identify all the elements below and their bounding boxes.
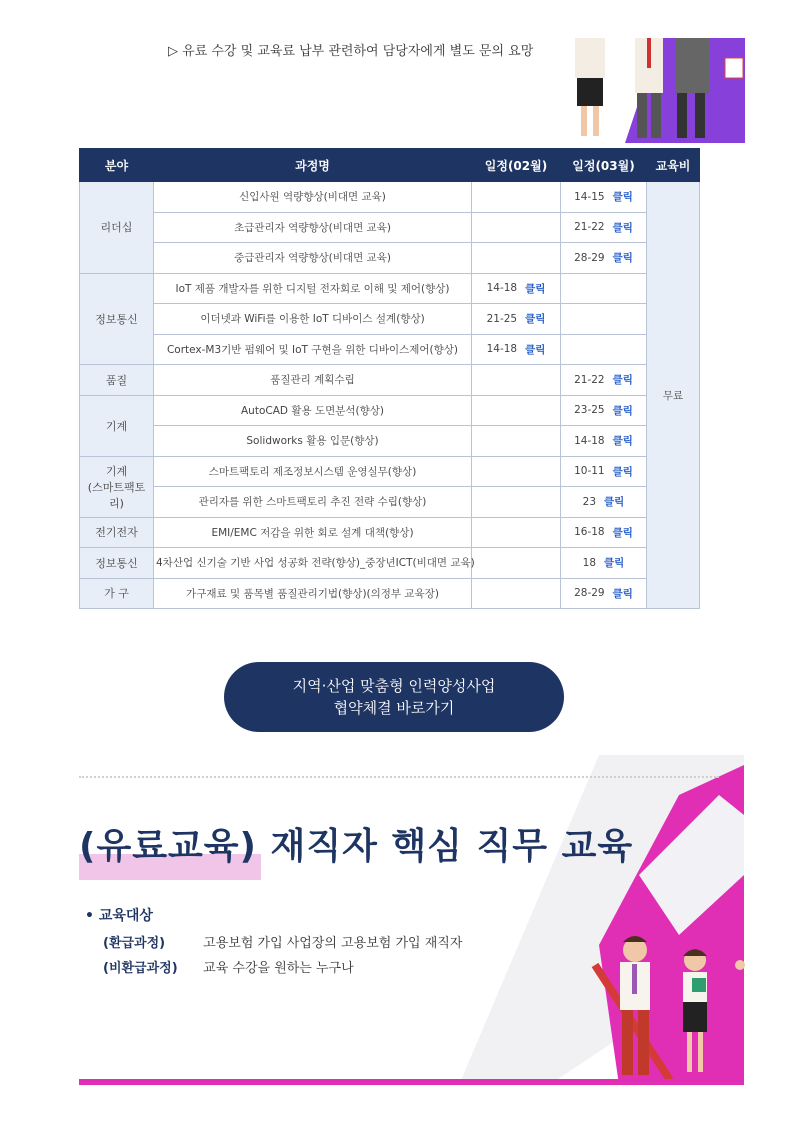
- category-cell: 정보통신: [80, 273, 154, 365]
- course-name-cell: 신입사원 역량향상(비대면 교육): [154, 182, 472, 213]
- apply-click-link[interactable]: 클릭: [612, 587, 633, 600]
- schedule-dates: 23: [582, 495, 597, 508]
- course-name-cell: 스마트팩토리 제조정보시스템 운영실무(향상): [154, 456, 472, 487]
- apply-click-link[interactable]: 클릭: [612, 374, 633, 387]
- mar-schedule-cell: [561, 578, 647, 609]
- bottom-accent-bar: [79, 1079, 699, 1085]
- table-row: [80, 243, 700, 274]
- table-row: [80, 212, 700, 243]
- cta-line2: 협약체결 바로가기: [333, 699, 455, 717]
- schedule-dates: 21-25: [486, 312, 518, 325]
- feb-schedule-cell: [472, 273, 561, 304]
- schedule-dates: 21-22: [574, 221, 605, 234]
- table-row: [80, 517, 700, 548]
- table-row: [80, 365, 700, 396]
- feb-schedule-cell: [472, 182, 561, 213]
- header-mar: 일정(03월): [561, 149, 647, 182]
- category-cell: 전기전자: [80, 517, 154, 548]
- agreement-shortcut-button[interactable]: [224, 662, 564, 732]
- cta-line1: 지역·산업 맞춤형 인력양성사업: [292, 677, 496, 695]
- table-row: [80, 487, 700, 518]
- table-row: [80, 182, 700, 213]
- course-name-cell: 4차산업 신기술 기반 사업 성공화 전략(향상)_중장년ICT(비대면 교육): [154, 548, 472, 579]
- table-row: [80, 334, 700, 365]
- feb-schedule-cell: [472, 517, 561, 548]
- mar-schedule-cell: [561, 365, 647, 396]
- schedule-dates: 10-11: [574, 465, 605, 478]
- apply-click-link[interactable]: 클릭: [612, 191, 633, 204]
- payment-notice: ▷ 유료 수강 및 교육료 납부 관련하여 담당자에게 별도 문의 요망: [168, 44, 534, 59]
- course-name-cell: 품질관리 계획수립: [154, 365, 472, 396]
- schedule-dates: 14-18: [486, 282, 518, 295]
- course-schedule-table: [79, 148, 700, 609]
- course-name-cell: Cortex-M3기반 펌웨어 및 IoT 구현을 위한 디바이스제어(향상): [154, 334, 472, 365]
- refund-course-row: [103, 932, 462, 951]
- course-name-cell: 중급관리자 역량향상(비대면 교육): [154, 243, 472, 274]
- apply-click-link[interactable]: 클릭: [612, 221, 633, 234]
- mar-schedule-cell: [561, 243, 647, 274]
- header-field: 분야: [80, 149, 154, 182]
- table-row: [80, 548, 700, 579]
- mar-schedule-cell: [561, 273, 647, 304]
- table-row: [80, 395, 700, 426]
- mar-schedule-cell: [561, 487, 647, 518]
- refund-value: 고용보험 가입 사업장의 고용보험 가입 재직자: [203, 936, 463, 951]
- schedule-dates: 23-25: [574, 404, 605, 417]
- apply-click-link[interactable]: 클릭: [612, 435, 633, 448]
- dotted-divider: [79, 776, 719, 778]
- people-illustration-top: [565, 38, 745, 143]
- schedule-dates: 18: [582, 556, 597, 569]
- mar-schedule-cell: [561, 304, 647, 335]
- mar-schedule-cell: [561, 426, 647, 457]
- feb-schedule-cell: [472, 578, 561, 609]
- table-row: [80, 304, 700, 335]
- category-cell: 품질: [80, 365, 154, 396]
- header-feb: 일정(02월): [472, 149, 561, 182]
- feb-schedule-cell: [472, 456, 561, 487]
- apply-click-link[interactable]: 클릭: [612, 252, 633, 265]
- schedule-dates: 28-29: [574, 587, 605, 600]
- table-row: [80, 456, 700, 487]
- course-name-cell: 관리자를 위한 스마트팩토리 추진 전략 수립(향상): [154, 487, 472, 518]
- nonrefund-course-row: [103, 957, 354, 976]
- course-name-cell: EMI/EMC 저감을 위한 회로 설계 대책(향상): [154, 517, 472, 548]
- mar-schedule-cell: [561, 548, 647, 579]
- course-name-cell: 이더넷과 WiFi를 이용한 IoT 디바이스 설계(향상): [154, 304, 472, 335]
- apply-click-link[interactable]: 클릭: [612, 404, 633, 417]
- apply-click-link[interactable]: 클릭: [604, 557, 625, 570]
- schedule-dates: 14-18: [574, 434, 605, 447]
- refund-key: (환급과정): [103, 936, 166, 951]
- category-cell: 기계 (스마트팩토리): [80, 456, 154, 517]
- feb-schedule-cell: [472, 304, 561, 335]
- section-title: (유료교육) 재직자 핵심 직무 교육: [79, 826, 634, 867]
- mar-schedule-cell: [561, 395, 647, 426]
- apply-click-link[interactable]: 클릭: [525, 313, 546, 326]
- nonrefund-key: (비환급과정): [103, 961, 178, 976]
- mar-schedule-cell: [561, 334, 647, 365]
- schedule-dates: 14-15: [574, 190, 605, 203]
- target-heading: • 교육대상: [85, 908, 153, 924]
- schedule-dates: 21-22: [574, 373, 605, 386]
- category-cell: 가 구: [80, 578, 154, 609]
- course-name-cell: 가구재료 및 품목별 품질관리기법(향상)(의정부 교육장): [154, 578, 472, 609]
- header-fee: 교육비: [647, 149, 700, 182]
- category-cell: 정보통신: [80, 548, 154, 579]
- category-cell: 리더십: [80, 182, 154, 274]
- mar-schedule-cell: [561, 517, 647, 548]
- feb-schedule-cell: [472, 426, 561, 457]
- feb-schedule-cell: [472, 334, 561, 365]
- mar-schedule-cell: [561, 212, 647, 243]
- apply-click-link[interactable]: 클릭: [525, 282, 546, 295]
- course-name-cell: Solidworks 활용 입문(향상): [154, 426, 472, 457]
- table-row: [80, 578, 700, 609]
- mar-schedule-cell: [561, 182, 647, 213]
- schedule-dates: 14-18: [486, 343, 518, 356]
- apply-click-link[interactable]: 클릭: [604, 496, 625, 509]
- apply-click-link[interactable]: 클릭: [525, 343, 546, 356]
- feb-schedule-cell: [472, 243, 561, 274]
- feb-schedule-cell: [472, 487, 561, 518]
- header-course: 과정명: [154, 149, 472, 182]
- nonrefund-value: 교육 수강을 원하는 누구나: [203, 961, 354, 976]
- mar-schedule-cell: [561, 456, 647, 487]
- people-illustration-bottom: [590, 930, 750, 1080]
- course-name-cell: AutoCAD 활용 도면분석(향상): [154, 395, 472, 426]
- fee-cell: 무료: [647, 182, 700, 609]
- schedule-dates: 28-29: [574, 251, 605, 264]
- table-row: [80, 426, 700, 457]
- feb-schedule-cell: [472, 395, 561, 426]
- apply-click-link[interactable]: 클릭: [612, 465, 633, 478]
- feb-schedule-cell: [472, 548, 561, 579]
- category-cell: 기계: [80, 395, 154, 456]
- feb-schedule-cell: [472, 365, 561, 396]
- table-row: [80, 273, 700, 304]
- course-name-cell: IoT 제품 개발자를 위한 디지털 전자회로 이해 및 제어(향상): [154, 273, 472, 304]
- apply-click-link[interactable]: 클릭: [612, 526, 633, 539]
- feb-schedule-cell: [472, 212, 561, 243]
- course-name-cell: 초급관리자 역량향상(비대면 교육): [154, 212, 472, 243]
- schedule-dates: 16-18: [574, 526, 605, 539]
